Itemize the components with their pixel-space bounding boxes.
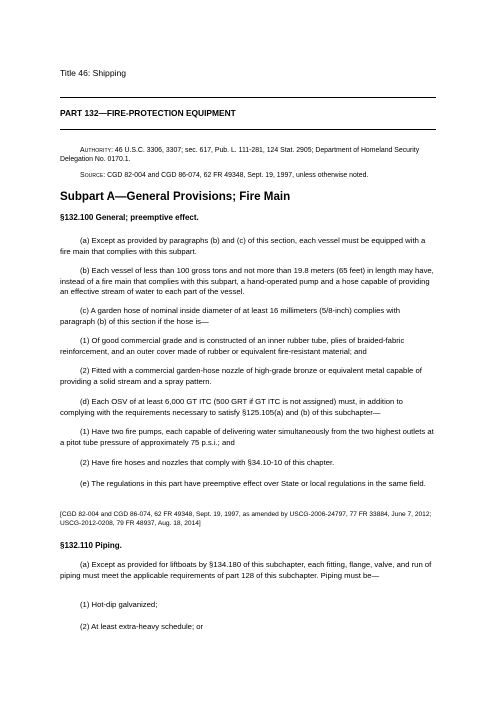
- part-heading: PART 132—FIRE-PROTECTION EQUIPMENT: [60, 108, 236, 118]
- bottom-rule: [60, 129, 436, 130]
- authority-note: [60, 146, 436, 164]
- paragraph-c-1: (1) Of good commercial grade and is constructed of an inner rubber tube, plies of braided-fabric reinforcement, and an outer cover made of rubber or equivalent fire-resistant material; and: [60, 336, 405, 356]
- piping-paragraph-1: (1) Hot-dip galvanized;: [80, 600, 158, 609]
- piping-paragraph-a: (a) Except as provided for liftboats by §134.180 of this subchapter, each fitting, flange, valve, and run of piping must meet the applicable requirements of part 128 of this subchapter. Piping must be—: [60, 560, 432, 580]
- section-132-100-heading: §132.100 General; preemptive effect.: [60, 213, 199, 222]
- paragraph-c: (c) A garden hose of nominal inside diameter of at least 16 millimeters (5/8-inch) complies with paragraph (b) of this section if the hose is—: [60, 306, 401, 326]
- paragraph-d-1: (1) Have two fire pumps, each capable of delivering water simultaneously from the two highest outlets at a pitot tube pressure of approximately 75 p.s.i.; and: [60, 427, 434, 447]
- source-label: Source: [80, 172, 104, 179]
- paragraph-c-2: (2) Fitted with a commercial garden-hose nozzle of high-grade bronze or equivalent metal capable of providing a solid stream and a spray pattern.: [60, 366, 422, 386]
- source-text: : CGD 82-004 and CGD 86-074, 62 FR 49348, Sept. 19, 1997, unless otherwise noted.: [103, 172, 369, 179]
- authority-label: Authority: [80, 147, 112, 154]
- paragraph-e: (e) The regulations in this part have preemptive effect over State or local regulations in the same field.: [80, 479, 426, 488]
- paragraph-d: (d) Each OSV of at least 6,000 GT ITC (500 GRT if GT ITC is not assigned) must, in addition to complying with the requirements necessary to satisfy §125.105(a) and (b) of this subchapter—: [60, 397, 403, 417]
- top-rule: [60, 97, 436, 98]
- subpart-a-title: Subpart A—General Provisions; Fire Main: [60, 190, 291, 203]
- paragraph-b: (b) Each vessel of less than 100 gross tons and not more than 19.8 meters (65 feet) in length may have, instead of a fire main that complies with this subpart, a hand-operated pump and a hose capable of providing an effective stream of water to each part of the vessel.: [60, 266, 434, 297]
- piping-paragraph-2: (2) At least extra-heavy schedule; or: [80, 622, 204, 631]
- paragraph-a: (a) Except as provided by paragraphs (b) and (c) of this section, each vessel must be equipped with a fire main that complies with this subpart.: [60, 236, 426, 256]
- authority-text: : 46 U.S.C. 3306, 3307; sec. 617, Pub. L. 111-281, 124 Stat. 2905; Department of Homeland Security Delegation No. 0170.1.: [60, 147, 420, 164]
- paragraph-d-2: (2) Have fire hoses and nozzles that comply with §34.10-10 of this chapter.: [80, 458, 335, 467]
- amendment-citation: [CGD 82-004 and CGD 86-074, 62 FR 49348, Sept. 19, 1997, as amended by USCG-2006-24797, 77 FR 33884, June 7, 2012; USCG-2012-0208, 79 FR 48937, Aug. 18, 2014]: [60, 511, 432, 527]
- title-header: Title 46: Shipping: [60, 68, 127, 78]
- source-note: [60, 171, 436, 180]
- section-132-110-heading: §132.110 Piping.: [60, 541, 122, 550]
